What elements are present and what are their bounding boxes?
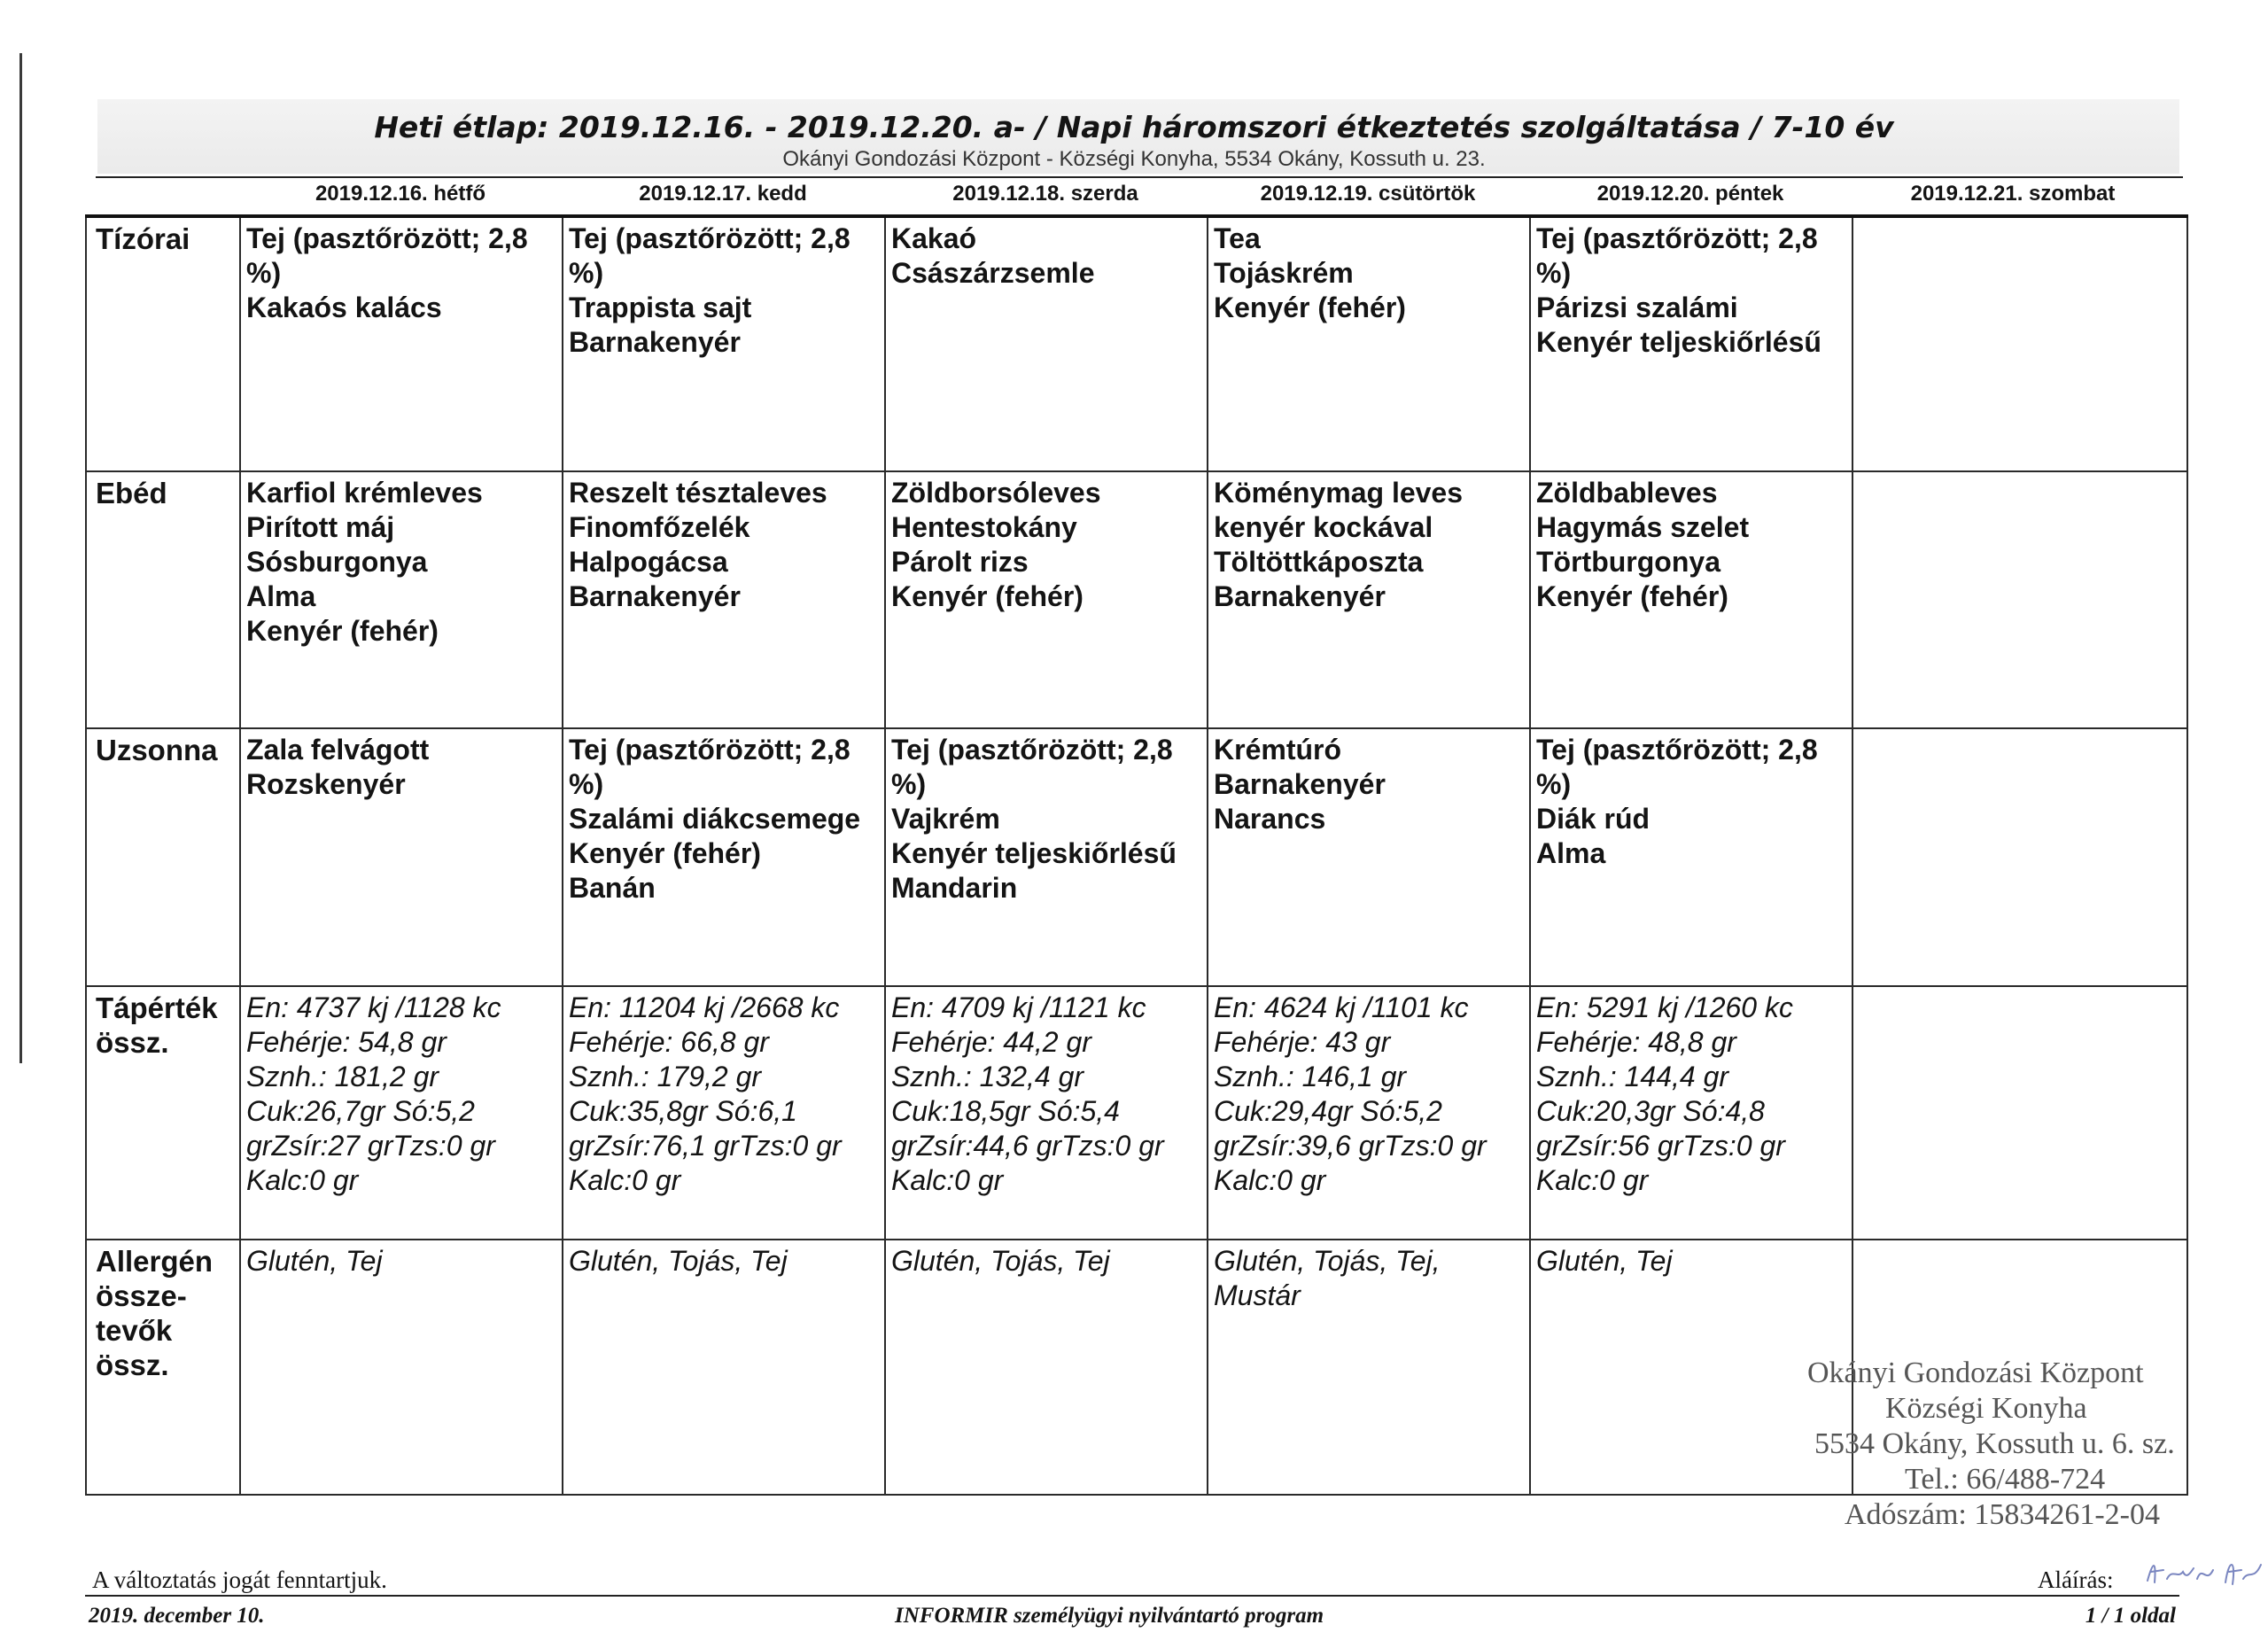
menu-item: En: 4709 kj /1121 kc [891,991,1146,1023]
menu-item: grZsír:27 grTzs:0 gr [246,1129,495,1162]
footer-disclaimer: A változtatás jogát fenntartjuk. [92,1566,387,1593]
row-label [86,216,240,471]
menu-item: %) [1536,768,1572,801]
menu-item: grZsír:39,6 grTzs:0 gr [1214,1129,1487,1162]
menu-item: Fehérje: 48,8 gr [1536,1025,1736,1058]
menu-item: Tojáskrém [1214,257,1354,289]
footer-divider [85,1595,2179,1597]
row-label-line: tevők [96,1313,173,1347]
menu-item: Cuk:29,4gr Só:5,2 [1214,1094,1442,1127]
menu-item: Kenyér (fehér) [1214,292,1406,323]
menu-item: En: 11204 kj /2668 kc [569,991,840,1023]
menu-item: Tej (pasztőrözött; 2,8 [569,222,850,254]
menu-cell-wednesday [885,986,1208,1240]
day-header-row [0,182,2268,212]
menu-item: Mandarin [891,872,1018,905]
menu-item: En: 5291 kj /1260 kc [1536,991,1793,1023]
menu-item: Kalc:0 gr [569,1163,681,1196]
signature-label: Aláírás: [2038,1566,2114,1593]
row-label-line: Uzsonna [96,734,218,767]
row-label-line: össze- [96,1279,187,1312]
menu-item: Banán [569,872,656,905]
menu-item: Sósburgonya [246,546,428,579]
footer-program-name: INFORMIR személyügyi nyilvántartó program [895,1604,1324,1628]
menu-item: Halpogácsa [569,546,728,579]
page-title: Heti étlap: 2019.12.16. - 2019.12.20. a- / Napi háromszori étkeztetés szolgáltatása / 7-10 év [374,110,1894,144]
menu-item: Krémtúró [1214,734,1342,766]
menu-cell-friday [1530,471,1852,728]
institution-stamp [1797,1356,2257,1533]
row-label [86,1240,240,1495]
menu-item: Kenyér (fehér) [569,837,761,870]
menu-item: Karfiol krémleves [246,477,483,509]
menu-cell-thursday [1208,986,1530,1240]
menu-item: Tej (pasztőrözött; 2,8 [246,222,528,254]
menu-item: Tej (pasztőrözött; 2,8 [1536,734,1818,766]
menu-item: Glutén, Tej [246,1244,383,1277]
menu-cell-friday [1530,986,1852,1240]
menu-item: Fehérje: 43 gr [1214,1025,1391,1058]
menu-item: Császárzsemle [891,257,1095,289]
row-label-line: össz. [96,1025,169,1059]
menu-item: Cuk:26,7gr Só:5,2 [246,1094,475,1127]
menu-item: Kalc:0 gr [891,1163,1004,1196]
menu-item: Fehérje: 44,2 gr [891,1025,1091,1058]
menu-item: Barnakenyér [1214,768,1386,801]
menu-item: Sznh.: 181,2 gr [246,1060,439,1092]
menu-item: Hentestokány [891,511,1077,544]
menu-item: Glutén, Tojás, Tej [891,1244,1110,1277]
menu-row-tizorai [86,216,2187,471]
menu-cell-monday [240,728,563,985]
menu-cell-tuesday [563,1240,885,1495]
menu-item: Törtburgonya [1536,546,1720,579]
menu-item: Pirított máj [246,511,395,544]
row-label-line: Tápérték [96,991,218,1024]
menu-item: Glutén, Tojás, Tej, [1214,1244,1441,1277]
row-label [86,728,240,985]
menu-item: kenyér kockával [1214,511,1433,544]
day-header-monday: 2019.12.16. hétfő [315,182,486,206]
menu-row-taperték [86,986,2187,1240]
day-header-saturday: 2019.12.21. szombat [1910,182,2116,206]
menu-cell-saturday [1852,216,2187,471]
menu-item: Barnakenyér [569,580,741,613]
menu-item: %) [569,257,604,289]
menu-cell-tuesday [563,471,885,728]
menu-item: Zöldborsóleves [891,477,1101,509]
day-header-friday: 2019.12.20. péntek [1596,182,1784,206]
menu-cell-monday [240,216,563,471]
footer-page-number: 1 / 1 oldal [2085,1604,2176,1628]
stamp-line-name: Okányi Gondozási Központ [1807,1356,2144,1389]
handwritten-signature [2144,1552,2268,1593]
menu-item: Párizsi szalámi [1536,292,1738,323]
menu-item: %) [1536,257,1572,289]
stamp-line-phone: Tel.: 66/488-724 [1905,1463,2106,1496]
menu-item: En: 4624 kj /1101 kc [1214,991,1469,1023]
menu-item: grZsír:76,1 grTzs:0 gr [569,1129,842,1162]
menu-item: Diák rúd [1536,803,1651,836]
menu-item: Kenyér (fehér) [246,615,439,648]
menu-cell-monday [240,1240,563,1495]
menu-item: Tej (pasztőrözött; 2,8 [891,734,1173,766]
menu-item: Párolt rizs [891,546,1029,579]
menu-item: Tej (pasztőrözött; 2,8 [569,734,850,766]
menu-cell-monday [240,986,563,1240]
menu-cell-thursday [1208,216,1530,471]
menu-cell-wednesday [885,471,1208,728]
menu-item: Kenyér (fehér) [1536,580,1728,613]
row-label-line: Allergén [96,1244,214,1278]
menu-item: Barnakenyér [569,326,741,358]
row-label [86,986,240,1240]
menu-item: Alma [1536,837,1606,870]
menu-cell-tuesday [563,216,885,471]
menu-cell-tuesday [563,728,885,985]
page-subtitle: Okányi Gondozási Központ - Községi Konyha, 5534 Okány, Kossuth u. 23. [782,147,1486,171]
menu-item: Glutén, Tej [1536,1244,1673,1277]
menu-item: Tej (pasztőrözött; 2,8 [1536,222,1818,254]
menu-cell-friday [1530,728,1852,985]
menu-cell-tuesday [563,986,885,1240]
menu-item: Reszelt tésztaleves [569,477,827,509]
menu-item: %) [246,257,282,289]
menu-item: Sznh.: 132,4 gr [891,1060,1084,1092]
menu-item: Töltöttkáposzta [1214,546,1424,579]
menu-item: grZsír:56 grTzs:0 gr [1536,1129,1785,1162]
menu-row-ebed [86,471,2187,728]
menu-cell-thursday [1208,728,1530,985]
stamp-line-address: 5534 Okány, Kossuth u. 6. sz. [1814,1427,2175,1460]
menu-item: Finomfőzelék [569,511,750,544]
menu-table-container [85,214,2186,1496]
menu-item: Alma [246,580,316,613]
day-header-wednesday: 2019.12.18. szerda [952,182,1138,206]
day-header-tuesday: 2019.12.17. kedd [639,182,807,206]
menu-item: Sznh.: 144,4 gr [1536,1060,1729,1092]
menu-cell-wednesday [885,1240,1208,1495]
menu-item: Szalámi diákcsemege [569,803,861,836]
menu-item: Cuk:18,5gr Só:5,4 [891,1094,1120,1127]
menu-item: Tea [1214,222,1261,254]
menu-cell-monday [240,471,563,728]
menu-item: Kalc:0 gr [1536,1163,1649,1196]
stamp-line-kitchen: Községi Konyha [1885,1392,2087,1425]
menu-item: %) [569,768,604,801]
menu-item: Trappista sajt [569,292,752,323]
menu-item: Kenyér teljeskiőrlésű [1536,326,1821,358]
menu-item: Zöldbableves [1536,477,1718,509]
menu-item: Kenyér teljeskiőrlésű [891,837,1177,870]
menu-cell-wednesday [885,728,1208,985]
menu-item: grZsír:44,6 grTzs:0 gr [891,1129,1164,1162]
menu-item: Rozskenyér [246,768,406,801]
menu-item: Hagymás szelet [1536,511,1750,544]
menu-item: Sznh.: 179,2 gr [569,1060,762,1092]
menu-row-uzsonna [86,728,2187,985]
menu-cell-thursday [1208,471,1530,728]
menu-item: Vajkrém [891,803,1000,836]
row-label [86,471,240,728]
row-label-line: Tízórai [96,222,190,255]
day-header-thursday: 2019.12.19. csütörtök [1260,182,1476,206]
menu-item: %) [891,768,927,801]
menu-item: Kakaó [891,222,977,254]
menu-cell-wednesday [885,216,1208,471]
menu-cell-saturday [1852,728,2187,985]
menu-cell-saturday [1852,986,2187,1240]
menu-cell-thursday [1208,1240,1530,1495]
menu-cell-saturday [1852,471,2187,728]
menu-item: Kalc:0 gr [246,1163,359,1196]
menu-item: Kalc:0 gr [1214,1163,1326,1196]
menu-cell-friday [1530,216,1852,471]
menu-item: Kenyér (fehér) [891,580,1084,613]
menu-item: Fehérje: 66,8 gr [569,1025,769,1058]
stamp-line-taxnumber: Adószám: 15834261-2-04 [1845,1498,2161,1531]
menu-table [85,214,2188,1496]
menu-item: Barnakenyér [1214,580,1386,613]
menu-item: Glutén, Tojás, Tej [569,1244,788,1277]
header-divider [96,176,2183,178]
menu-item: Fehérje: 54,8 gr [246,1025,447,1058]
menu-item: Kakaós kalács [246,292,442,323]
menu-item: Narancs [1214,803,1326,836]
menu-item: Cuk:20,3gr Só:4,8 [1536,1094,1765,1127]
menu-item: Mustár [1214,1279,1301,1311]
menu-item: Cuk:35,8gr Só:6,1 [569,1094,797,1127]
menu-item: En: 4737 kj /1128 kc [246,991,501,1023]
menu-item: Sznh.: 146,1 gr [1214,1060,1407,1092]
row-label-line: össz. [96,1348,169,1381]
row-label-line: Ebéd [96,477,167,510]
footer-date: 2019. december 10. [89,1604,265,1628]
menu-item: Köménymag leves [1214,477,1464,509]
menu-item: Zala felvágott [246,734,430,766]
